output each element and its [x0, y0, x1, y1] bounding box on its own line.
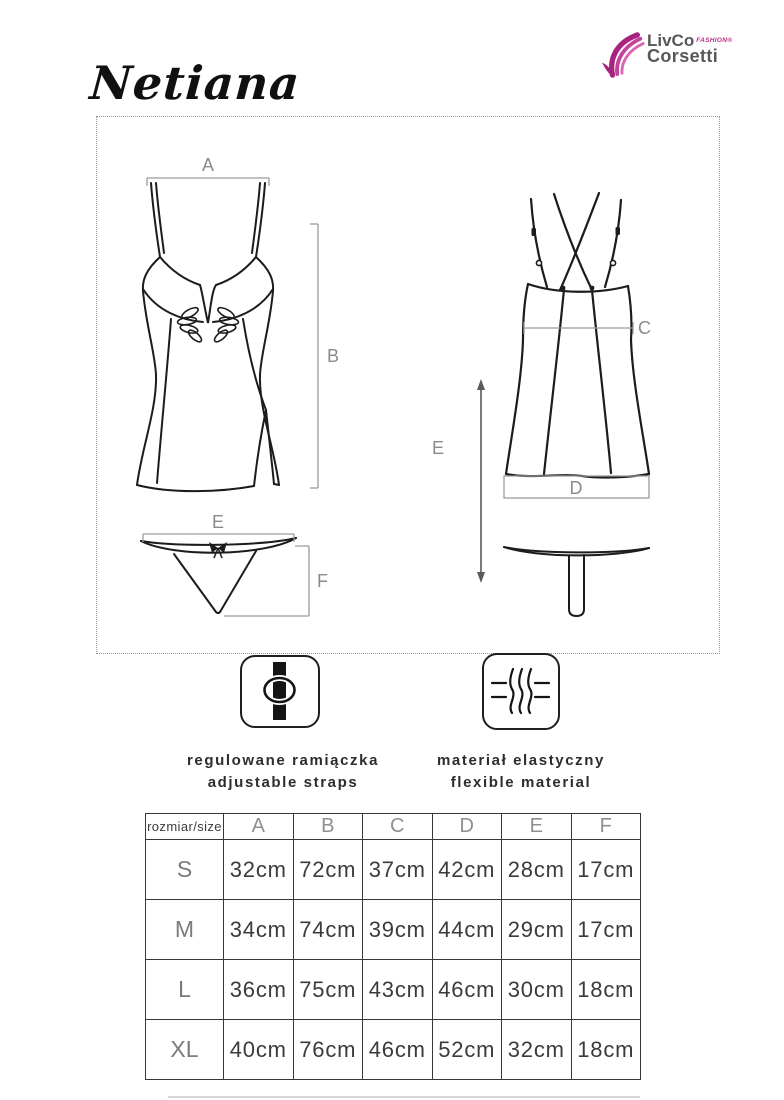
brand-swirl-icon: [601, 32, 645, 78]
adjustable-straps-caption: [138, 750, 428, 794]
measurement-cell: 46cm: [432, 960, 502, 1020]
measurement-cell: 17cm: [571, 900, 641, 960]
measure-e-arrow: [477, 379, 485, 583]
product-title: Netiana: [88, 56, 302, 110]
size-row-s: [146, 840, 641, 900]
caption-straps-en: adjustable straps: [207, 774, 359, 791]
brand-logo: [601, 32, 732, 78]
size-row-l: [146, 960, 641, 1020]
measure-e-panty-bracket: [143, 534, 294, 542]
measurement-cell: 42cm: [432, 840, 502, 900]
measurement-cell: 75cm: [293, 960, 363, 1020]
size-label: L: [146, 960, 224, 1020]
label-c: C: [638, 318, 651, 338]
adjustable-straps-icon: [240, 655, 320, 728]
measurement-cell: 74cm: [293, 900, 363, 960]
measurement-cell: 39cm: [363, 900, 433, 960]
measurement-cell: 46cm: [363, 1020, 433, 1080]
measurement-cell: 18cm: [571, 960, 641, 1020]
label-b: B: [327, 346, 340, 366]
brand-name-fashion: FASHION®: [696, 37, 733, 44]
measurement-cell: 36cm: [224, 960, 294, 1020]
measurement-cell: 32cm: [224, 840, 294, 900]
cropped-edge-line: [168, 1096, 640, 1098]
column-header-f: F: [571, 814, 641, 840]
label-d: D: [569, 478, 583, 498]
column-header-c: C: [363, 814, 433, 840]
label-e-panty: E: [211, 512, 225, 532]
flexible-material-caption: [390, 750, 652, 794]
measurement-cell: 43cm: [363, 960, 433, 1020]
caption-material-pl: materiał elastyczny: [437, 752, 605, 769]
size-label: XL: [146, 1020, 224, 1080]
measure-f-bracket: [224, 546, 309, 616]
measurement-cell: 29cm: [502, 900, 572, 960]
measurement-cell: 32cm: [502, 1020, 572, 1080]
measurement-cell: 17cm: [571, 840, 641, 900]
measurement-cell: 28cm: [502, 840, 572, 900]
measurement-cell: 52cm: [432, 1020, 502, 1080]
column-header-e: E: [502, 814, 572, 840]
label-e-length: E: [431, 438, 445, 458]
caption-material-en: flexible material: [450, 774, 592, 791]
measurement-cell: 72cm: [293, 840, 363, 900]
measure-b-bracket: [310, 224, 318, 488]
measurement-cell: 18cm: [571, 1020, 641, 1080]
measurement-cell: 76cm: [293, 1020, 363, 1080]
back-chemise-drawing: [506, 193, 649, 477]
size-table-header-row: [146, 814, 641, 840]
garment-diagram: [97, 117, 719, 653]
size-row-m: [146, 900, 641, 960]
neckline-ruffle: [177, 306, 239, 344]
front-chemise-drawing: [137, 183, 279, 491]
size-label: M: [146, 900, 224, 960]
size-label: S: [146, 840, 224, 900]
size-row-xl: [146, 1020, 641, 1080]
measure-c-bracket: [524, 322, 633, 334]
size-table-corner-label: rozmiar/size: [146, 814, 224, 840]
column-header-a: A: [224, 814, 294, 840]
size-table: [145, 813, 641, 1080]
brand-name-corsetti: Corsetti: [647, 46, 719, 66]
measurement-cell: 34cm: [224, 900, 294, 960]
measurement-cell: 37cm: [363, 840, 433, 900]
measure-a-bracket: [147, 178, 269, 186]
measurement-cell: 44cm: [432, 900, 502, 960]
measurement-cell: 30cm: [502, 960, 572, 1020]
back-thong-drawing: [504, 547, 649, 616]
caption-straps-pl: regulowane ramiączka: [186, 752, 380, 769]
measurement-cell: 40cm: [224, 1020, 294, 1080]
measurement-diagram-box: [96, 116, 720, 654]
brand-name-livco: LivCo: [647, 31, 695, 50]
flexible-material-icon: [482, 653, 560, 730]
label-f: F: [317, 571, 328, 591]
column-header-d: D: [432, 814, 502, 840]
label-a: A: [201, 155, 215, 175]
column-header-b: B: [293, 814, 363, 840]
brand-logo-text: [647, 32, 732, 65]
